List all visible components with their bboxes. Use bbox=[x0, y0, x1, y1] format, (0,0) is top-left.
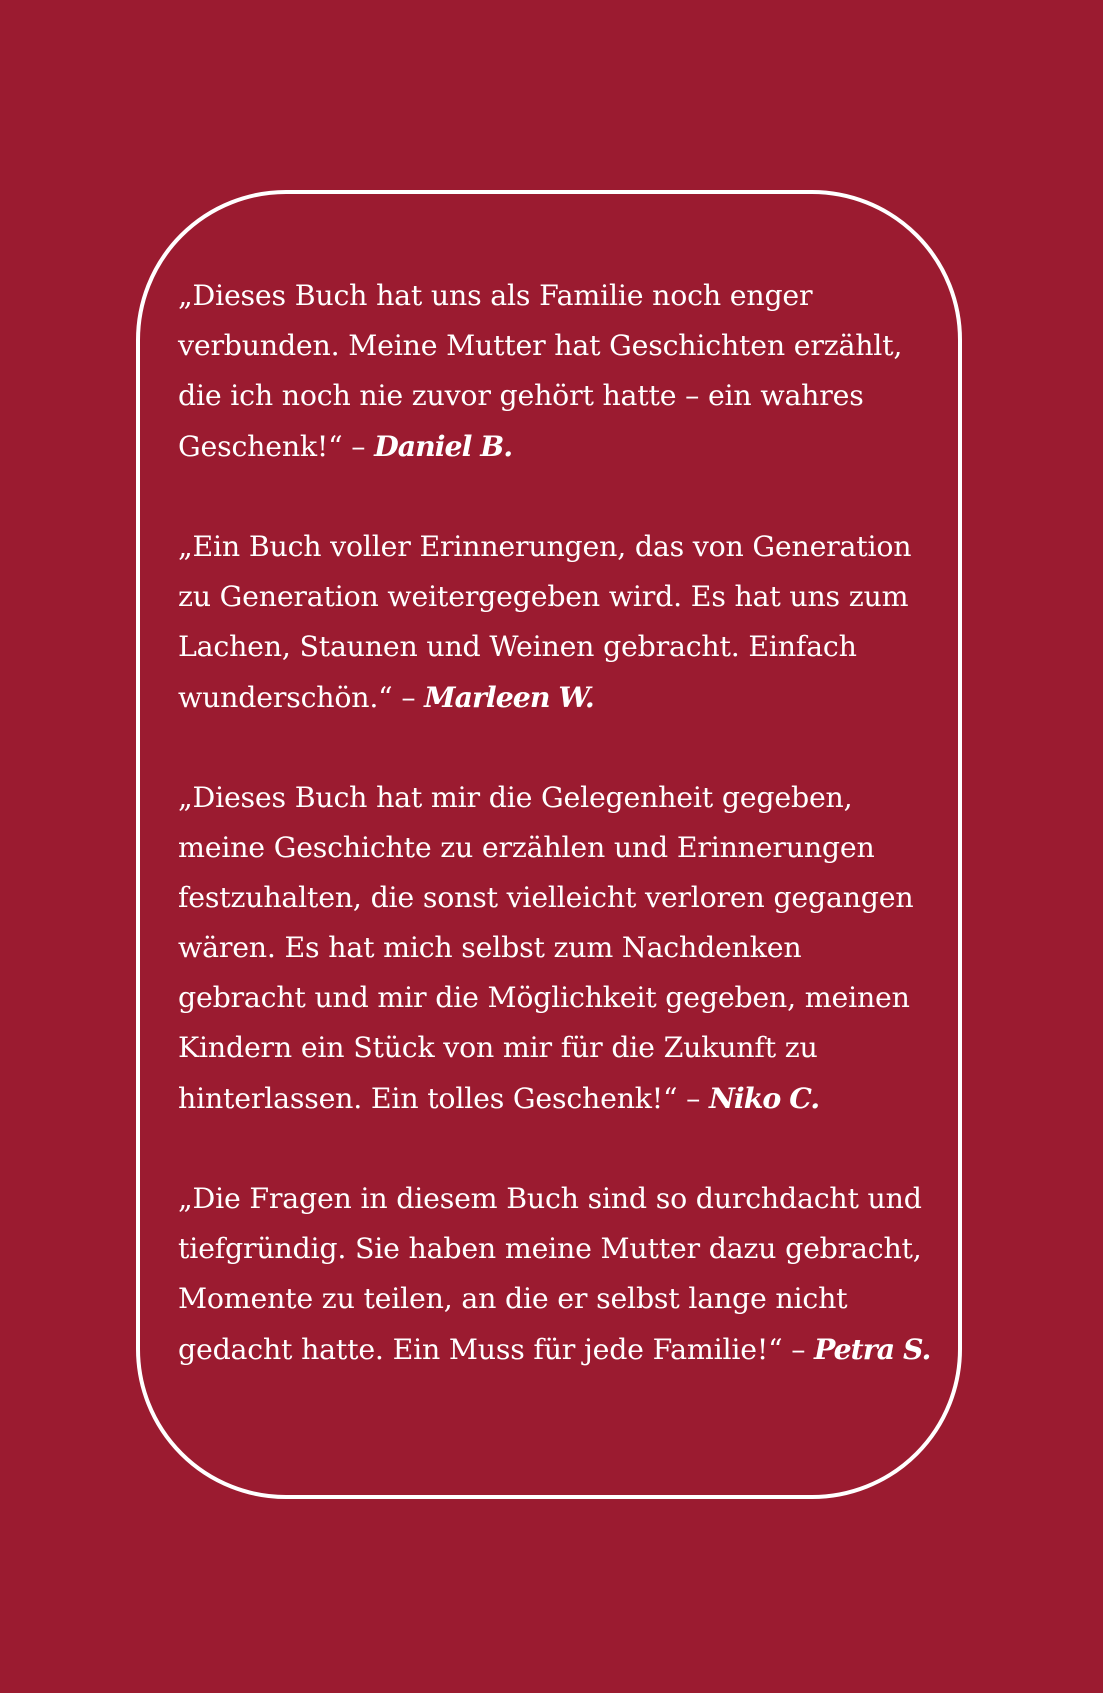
testimonial-4-line-1: „Die Fragen in diesem Buch sind so durchdacht und bbox=[178, 1182, 922, 1215]
testimonial-2-line-4 bbox=[178, 672, 938, 723]
testimonial-2-line-3: Lachen, Staunen und Weinen gebracht. Einfach bbox=[178, 630, 857, 663]
testimonial-2 bbox=[178, 522, 938, 723]
testimonials bbox=[178, 271, 938, 1425]
testimonial-3-line-5: gebracht und mir die Möglichkeit gegeben, meinen bbox=[178, 981, 910, 1014]
testimonial-4-closing-text: gedacht hatte. Ein Muss für jede Familie!“ – bbox=[178, 1333, 815, 1366]
testimonial-1-closing-text: Geschenk!“ – bbox=[178, 430, 375, 463]
testimonial-2-line-1: „Ein Buch voller Erinnerungen, das von Generation bbox=[178, 530, 912, 563]
testimonial-1 bbox=[178, 271, 938, 472]
testimonial-3-line-2: meine Geschichte zu erzählen und Erinnerungen bbox=[178, 831, 875, 864]
testimonial-3-author: Niko C. bbox=[708, 1081, 820, 1115]
testimonial-3-line-3: festzuhalten, die sonst vielleicht verloren gegangen bbox=[178, 881, 914, 914]
testimonial-1-author: Daniel B. bbox=[374, 429, 513, 463]
testimonial-4-line-2: tiefgründig. Sie haben meine Mutter dazu gebracht, bbox=[178, 1232, 922, 1265]
testimonial-2-author: Marleen W. bbox=[424, 680, 594, 714]
testimonial-3-closing-text: hinterlassen. Ein tolles Geschenk!“ – bbox=[178, 1082, 709, 1115]
testimonial-4-line-4 bbox=[178, 1324, 938, 1375]
testimonial-3-line-7 bbox=[178, 1073, 938, 1124]
testimonial-3-line-1: „Dieses Buch hat mir die Gelegenheit gegeben, bbox=[178, 781, 853, 814]
testimonial-4-line-3: Momente zu teilen, an die er selbst lange nicht bbox=[178, 1282, 848, 1315]
testimonial-1-line-3: die ich noch nie zuvor gehört hatte – ein wahres bbox=[178, 379, 864, 412]
testimonial-4-author: Petra S. bbox=[814, 1332, 931, 1366]
testimonial-4 bbox=[178, 1174, 938, 1375]
testimonial-1-line-4 bbox=[178, 421, 938, 472]
testimonial-3 bbox=[178, 773, 938, 1124]
testimonial-3-line-6: Kindern ein Stück von mir für die Zukunft zu bbox=[178, 1031, 818, 1064]
testimonial-2-line-2: zu Generation weitergegeben wird. Es hat uns zum bbox=[178, 580, 909, 613]
testimonial-2-closing-text: wunderschön.“ – bbox=[178, 681, 425, 714]
testimonial-3-line-4: wären. Es hat mich selbst zum Nachdenken bbox=[178, 931, 802, 964]
testimonial-1-line-2: verbunden. Meine Mutter hat Geschichten erzählt, bbox=[178, 329, 903, 362]
testimonial-1-line-1: „Dieses Buch hat uns als Familie noch enger bbox=[178, 279, 813, 312]
